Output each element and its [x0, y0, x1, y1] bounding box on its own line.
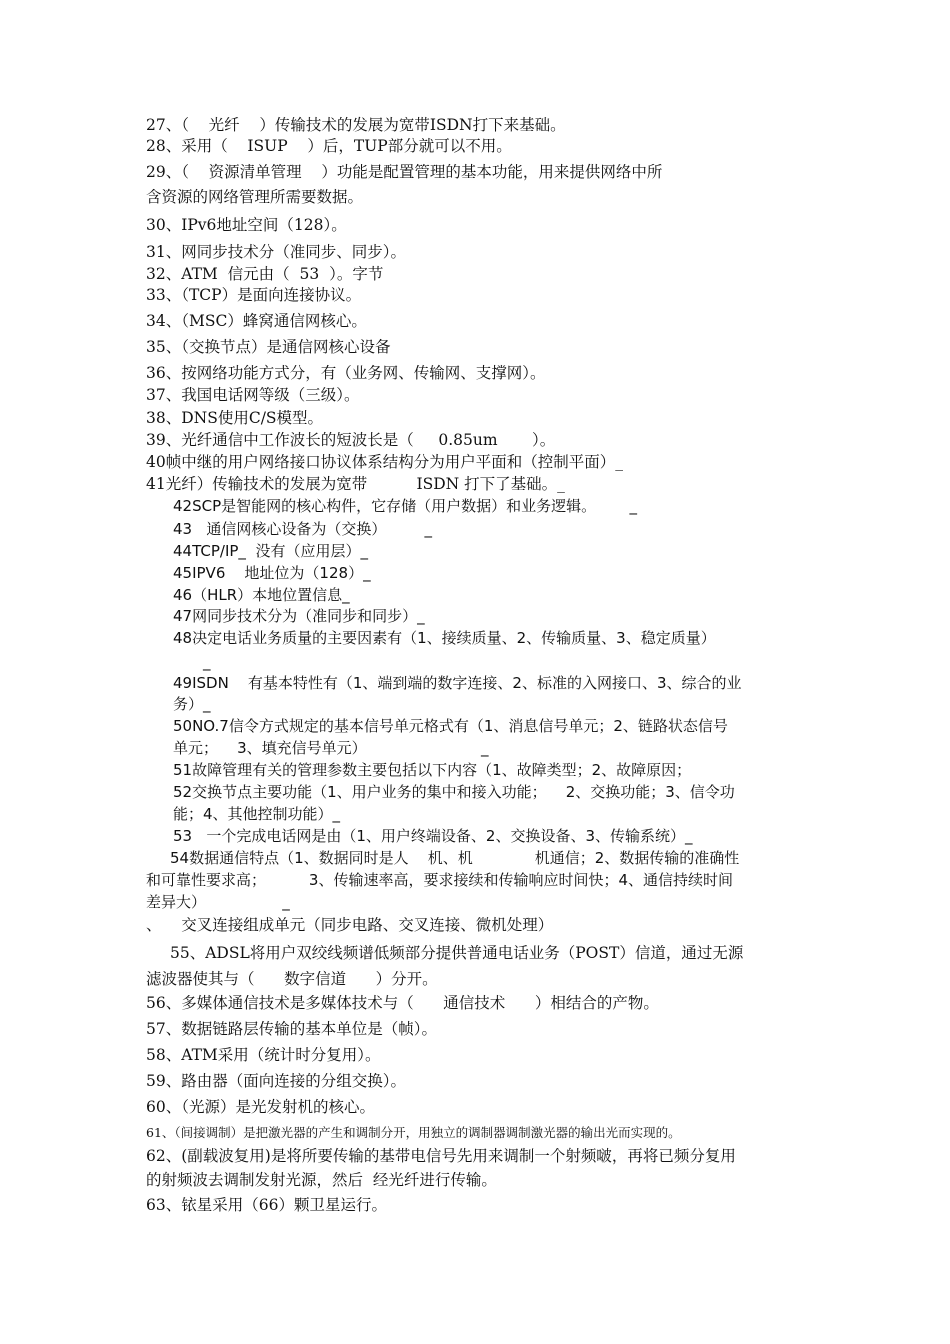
line-q62: 62、(副载波复用)是将所要传输的基带电信号先用来调制一个射频啵，再将已频分复用 — [146, 1147, 736, 1165]
line-q58: 58、ATM采用（统计时分复用）。 — [146, 1046, 381, 1064]
line-q56: 56、多媒体通信技术是多媒体技术与（ 通信技术 ）相结合的产物。 — [146, 994, 659, 1012]
line-q48: 48决定电话业务质量的主要因素有（1、接续质量、2、传输质量、3、稳定质量） — [173, 629, 716, 647]
line-q41: 41光纤）传输技术的发展为宽带 ISDN 打下了基础。_ — [146, 475, 565, 493]
line-q36: 36、按网络功能方式分，有（业务网、传输网、支撑网）。 — [146, 364, 546, 382]
line-q54-cont1: 和可靠性要求高； 3、传输速率高，要求接续和传输响应时间快；4、通信持续时间 — [146, 871, 734, 889]
line-q49-cont: 务）_ — [173, 695, 211, 713]
line-q44: 44TCP/IP_ 没有（应用层）_ — [173, 542, 368, 560]
line-q43: 43 通信网核心设备为（交换） _ — [173, 520, 433, 538]
line-q30: 30、IPv6地址空间（128）。 — [146, 216, 347, 234]
line-q38: 38、DNS使用C/S模型。 — [146, 409, 324, 427]
line-q52: 52交换节点主要功能（1、用户业务的集中和接入功能； 2、交换功能；3、信令功 — [173, 783, 735, 801]
line-q52-cont: 能；4、其他控制功能）_ — [173, 805, 341, 823]
line-q59: 59、路由器（面向连接的分组交换）。 — [146, 1072, 406, 1090]
line-q27: 27、（ 光纤 ）传输技术的发展为宽带ISDN打下来基础。 — [146, 116, 566, 134]
line-q29-cont: 含资源的网络管理所需要数据。 — [146, 188, 364, 206]
line-q35: 35、（交换节点）是通信网核心设备 — [146, 338, 391, 356]
line-q46: 46（HLR）本地位置信息_ — [173, 586, 350, 604]
line-q54-cont2: 差异大） _ — [146, 893, 290, 911]
line-q45: 45IPV6 地址位为（128）_ — [173, 564, 371, 582]
line-q50-cont: 单元； 3、填充信号单元） _ — [173, 739, 489, 757]
line-q28: 28、采用（ ISUP ）后，TUP部分就可以不用。 — [146, 137, 512, 155]
line-q51: 51故障管理有关的管理参数主要包括以下内容（1、故障类型；2、故障原因； — [173, 761, 692, 779]
line-q39: 39、光纤通信中工作波长的短波长是（ 0.85um ）。 — [146, 431, 556, 449]
line-q42: 42SCP是智能网的核心构件，它存储（用户数据）和业务逻辑。 _ — [173, 497, 638, 515]
line-q61: 61、（间接调制）是把激光器的产生和调制分开，用独立的调制器调制激光器的输出光而实现的。 — [146, 1125, 681, 1140]
line-q49: 49ISDN 有基本特性有（1、端到端的数字连接、2、标准的入网接口、3、综合的业 — [173, 674, 742, 692]
line-q62-cont: 的射频波去调制发射光源，然后 经光纤进行传输。 — [146, 1171, 497, 1189]
line-q31: 31、网同步技术分（准同步、同步）。 — [146, 243, 406, 261]
line-q63: 63、铱星采用（66）颗卫星运行。 — [146, 1196, 387, 1214]
line-cross-connect: 、 交叉连接组成单元（同步电路、交叉连接、微机处理） — [146, 916, 554, 934]
line-q60: 60、（光源）是光发射机的核心。 — [146, 1098, 375, 1116]
line-q57: 57、数据链路层传输的基本单位是（帧）。 — [146, 1020, 437, 1038]
line-q55-cont: 滤波器使其与（ 数字信道 ）分开。 — [146, 970, 438, 988]
line-q37: 37、我国电话网等级（三级）。 — [146, 386, 360, 404]
line-q33: 33、（TCP）是面向连接协议。 — [146, 286, 362, 304]
line-q40: 40帧中继的用户网络接口协议体系结构分为用户平面和（控制平面）_ — [146, 453, 623, 471]
line-q29: 29、（ 资源清单管理 ）功能是配置管理的基本功能，用来提供网络中所 — [146, 163, 663, 181]
line-q54: 54数据通信特点（1、数据同时是人 机、机 机通信；2、数据传输的准确性 — [170, 849, 740, 867]
line-q32: 32、ATM 信元由（ 53 ）。字节 — [146, 265, 384, 283]
line-q55: 55、ADSL将用户双绞线频谱低频部分提供普通电话业务（POST）信道，通过无源 — [170, 944, 744, 962]
line-q48-cont: _ — [203, 653, 211, 671]
line-q47: 47网同步技术分为（准同步和同步）_ — [173, 607, 425, 625]
line-q53: 53 一个完成电话网是由（1、用户终端设备、2、交换设备、3、传输系统）_ — [173, 827, 693, 845]
line-q34: 34、（MSC）蜂窝通信网核心。 — [146, 312, 367, 330]
line-q50: 50NO.7信令方式规定的基本信号单元格式有（1、消息信号单元；2、链路状态信号 — [173, 717, 728, 735]
